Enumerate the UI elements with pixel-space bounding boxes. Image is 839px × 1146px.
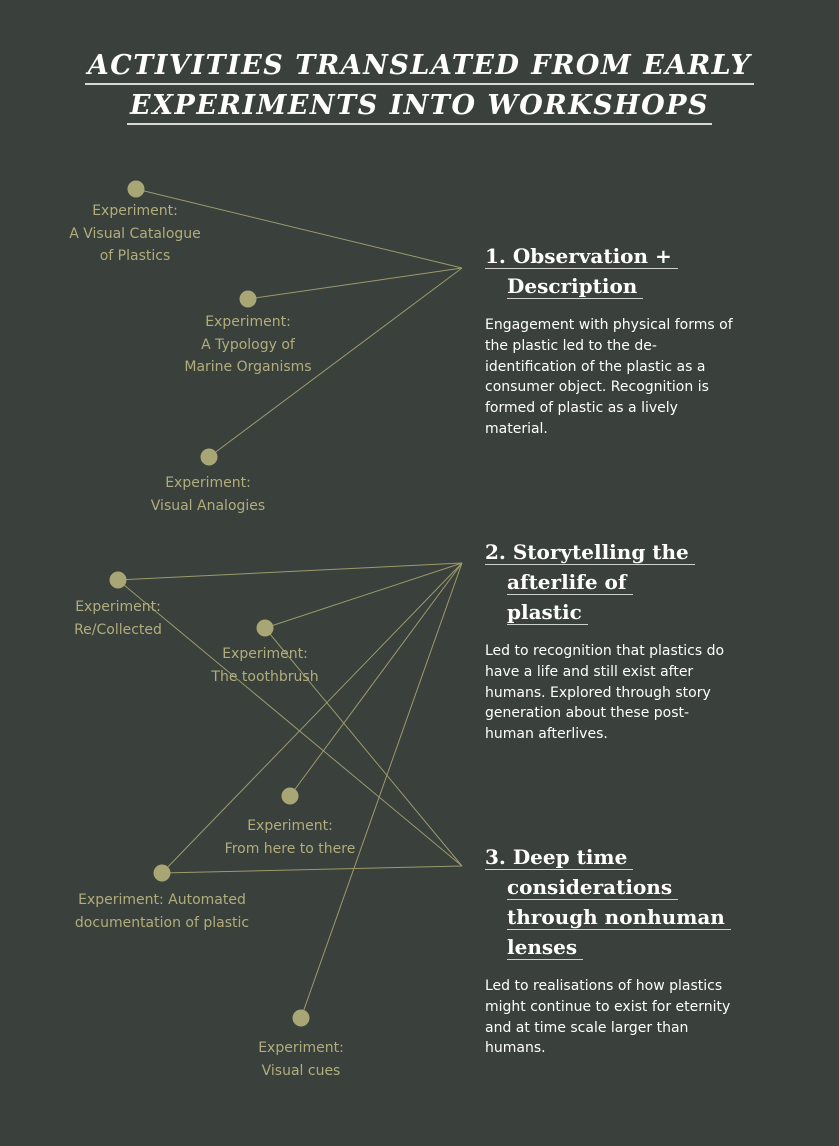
experiment-from-here-to-there bbox=[190, 815, 390, 860]
activity-heading-storytelling bbox=[485, 537, 695, 627]
page-title-line-1: ACTIVITIES TRANSLATED FROM EARLY bbox=[0, 50, 839, 81]
experiment-title: The toothbrush bbox=[211, 668, 319, 685]
experiment-label: Experiment: bbox=[258, 1040, 344, 1056]
experiment-label: Experiment: bbox=[75, 599, 161, 615]
node-recollected bbox=[110, 572, 127, 589]
experiment-visual-cues bbox=[201, 1037, 401, 1082]
experiment-label: Experiment: bbox=[205, 314, 291, 330]
activity-heading-line: lenses bbox=[485, 932, 731, 962]
experiment-automated-documentation bbox=[52, 889, 272, 934]
node-typology bbox=[240, 291, 257, 308]
node-from-here-to-there bbox=[282, 788, 299, 805]
experiment-typology bbox=[148, 311, 348, 379]
experiment-label: Experiment: Automated bbox=[78, 892, 246, 908]
activity-heading-line: through nonhuman bbox=[485, 902, 731, 932]
activity-heading-line: 2. Storytelling the bbox=[485, 537, 695, 567]
activity-heading-line: 1. Observation + bbox=[485, 241, 678, 271]
activity-heading-line: Description bbox=[485, 271, 678, 301]
activity-heading-line: 3. Deep time bbox=[485, 842, 731, 872]
experiment-title: of Plastics bbox=[99, 248, 171, 264]
experiment-title: From here to there bbox=[224, 840, 356, 857]
connection-line bbox=[248, 268, 462, 299]
connection-line bbox=[118, 563, 462, 580]
node-visual-catalogue bbox=[128, 181, 145, 198]
experiment-label: Experiment: bbox=[247, 818, 333, 834]
experiment-title: Visual cues bbox=[261, 1062, 341, 1079]
experiment-label: Experiment: bbox=[92, 203, 178, 219]
page-title-line-2: EXPERIMENTS INTO WORKSHOPS bbox=[0, 90, 839, 121]
activity-description-storytelling: Led to recognition that plastics do have a life and still exist after humans. Explored through story generation about these post-human afterlives. bbox=[485, 643, 725, 743]
experiment-title: Visual Analogies bbox=[150, 497, 266, 514]
experiment-visual-catalogue bbox=[35, 200, 235, 268]
experiment-title: Re/Collected bbox=[74, 621, 162, 638]
connection-line bbox=[301, 563, 462, 1018]
node-toothbrush bbox=[257, 620, 274, 637]
node-visual-analogies bbox=[201, 449, 218, 466]
activity-heading-line: plastic bbox=[485, 597, 695, 627]
activity-description-deep-time: Led to realisations of how plastics might continue to exist for eternity and at time scale larger than humans. bbox=[485, 978, 731, 1057]
experiment-title: Marine Organisms bbox=[184, 359, 312, 375]
experiment-visual-analogies bbox=[108, 472, 308, 517]
connection-line bbox=[265, 563, 462, 628]
experiment-title: A Typology of bbox=[201, 336, 295, 353]
experiment-toothbrush bbox=[165, 643, 365, 688]
activity-description-observation: Engagement with physical forms of the plastic led to the de-identification of the plastic as a consumer object. Recognition is formed of plastic as a lively material. bbox=[485, 317, 733, 437]
activity-heading-observation bbox=[485, 241, 678, 301]
experiment-title: A Visual Catalogue bbox=[69, 225, 201, 242]
activity-heading-deep-time bbox=[485, 842, 731, 962]
node-visual-cues bbox=[293, 1010, 310, 1027]
activity-heading-line: considerations bbox=[485, 872, 731, 902]
experiment-label: Experiment: bbox=[165, 475, 251, 491]
node-automated-documentation bbox=[154, 865, 171, 882]
experiment-recollected bbox=[18, 596, 218, 641]
connection-line bbox=[162, 866, 462, 873]
activity-heading-line: afterlife of bbox=[485, 567, 695, 597]
experiment-label: Experiment: bbox=[222, 646, 308, 662]
experiment-title: documentation of plastic bbox=[74, 914, 250, 931]
